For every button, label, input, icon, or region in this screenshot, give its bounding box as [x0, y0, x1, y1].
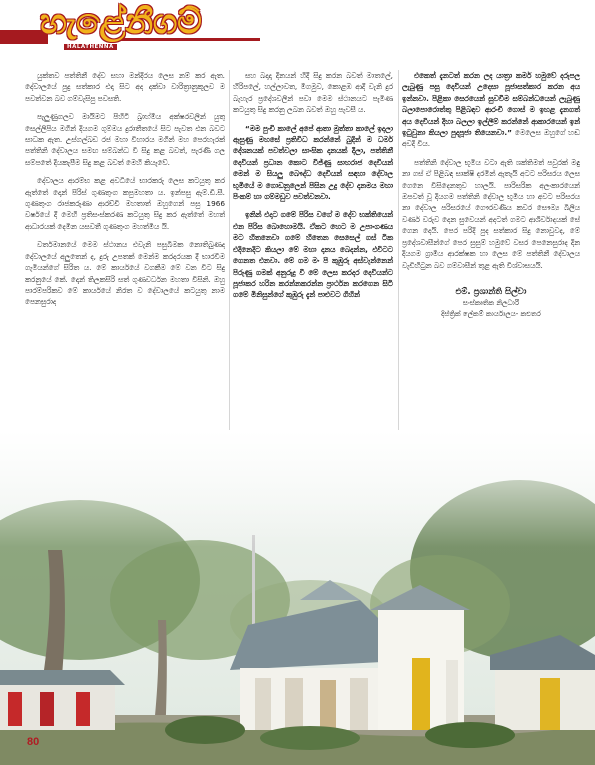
article-column-2 — [233, 70, 393, 308]
author-role: සංස්කෘතික නිලධාරි — [462, 299, 520, 308]
interview-quote — [233, 123, 393, 301]
paragraph: දේවාලය ආරම්භ කළ අවධියේ භාරකරු ලෙස කටයුතු කර ඇත්තේ දොන් පිරිස් ගුණතුංග කපුමහතා ය. ඉන්පසු ඇම්.ඩී.සී. ගුණතුංග රාජකරුණා ආරච්චි මහතාත් ඔහුගෙන් පසු 1966 වර්ෂයේ දී මෙහි ප්‍රතිසංස්කරණ කටයුතු සිදු කර ඇත්තේ මහත් ආධාරයක් දෙමින යසවතී ගුණතුංග මහත්මිය යි. — [25, 176, 225, 231]
author-name: එම්. ප්‍රශාන්ති සිල්වා — [455, 286, 527, 297]
paragraph: සහ බදාදා දිනයන් හිදී සිදු කරන බවත් මාතලේ, හිරිපලේ, හල්ලාවත, මීගමුව, කොළඹ ආදී වැනි දුර බැහැර ප්‍රදේශවලින් පවා මෙම ස්ථානයට පැමිණ කටයුතු සිදු කරනු ලබන බවත් ඔහු පැවසී ය. — [233, 71, 393, 115]
paragraph: වර්තමානයේ මෙම ස්ථානය එවැනි පසුබිමක නොතිබුණද දේවාලයේ අලුතෙන් ද, දුරු උපතක් මෙන්ම කරදරයක දී භාරවීම ගැමියන්ගේ සිරිත ය. මේ කාර්යයේ වගකීම මේ වන විට සිදු කරනුයේ කේ. දොන් තිලකසිරි සත් ගුණවර්ධන මහතා විසිනි. ඔහු පාරම්පරිකව මේ කාර්යයේ නිරත ව දේවාලයේ කටයුතු නාම පෙනසුරාද — [25, 240, 225, 307]
quote-text: එකෙත් දැනටත් කරන ලද යාත්‍රා කර්ම හමුවේ දරුපල ලැබුණු පසු දෙවියන් උදෙසා පූජාසත්කාර කරන අය ඉන්නවා. පිළිකා සෙරයෙන් සුවවීම සම්බන්ධයෙන් ලැබුණු බලාපොරොත්තු පිළිබඳව ආරංචි ගොස් ම ඉහළ දැනගත් අය දෙවියන් දිහා බලලා ඉල්ලීම් කරන්නේ ආකාරයෙන් ඉන් ඉටුවුනා කියලා පුදපූජා තියෙනවා.” — [402, 71, 580, 138]
magazine-logo-subtitle: HALATHENNA — [64, 44, 117, 50]
quote-paragraph — [402, 70, 580, 150]
article-column-1 — [25, 70, 225, 315]
quote-paragraph: “මම පුංචි කාලේ අපේ ආතා මුත්තා කාලේ ඉදලා ඇසුණු මහසේ ප්‍රතිවිධ කරන්නේ බුදින් ම ධර්ම දේශනයක් පවත්වලා සාංඝික දානයක් දීලා, පත්තිනී දෙවියන් ප්‍රධාන කොට විජ්ණු සාහරාජ දෙවියන් මෙන් ම සියලු බෞද්ධ දෙවියන් සඳහා දේවාල භූමියේ ම ගොඩනුලෙන් පිසින උදු දේව දානමය මහා පිංකම් හා ගම්මඩුව පවත්වනවා. — [233, 123, 393, 202]
quote-paragraph: ඉනින් එදාට ගමේ පිරිස වගේ ම දේව භක්තියෙන් එන පිරිස බොහොමයි. ඒකට හෙට ම උපාංගණය මට හිතනෙවා ගමේ හිතෙන සෙසෙල් ගස් ටික එදිනෙදිට කියලා මේ මහා දානය බෙදන්න, එවිටට ගෙනත එනවා. මේ ගම මං පි කුඹුරු අස්වැන්නෙන් පිරුණු ගමක් අනුරුදු වී මේ ලෙස කරදර දෙවියන්ට පූජාකර හරින කරන්නකරන්න ප්‍රාර්ථන කරගෙන සිටි ගමේ මිනිසුන්ගේ කුඹුරු දැන් පාළුවට ගිහින් — [233, 210, 393, 300]
paragraph: පැලුණුගලව මායිමට පිහිටි බ්‍රාහ්මීය අක්ෂරවලින් යුතු සෙල්ලිපිය මගින් දියගම ගුම්මය දුරාතීතයේ සිට පැවත එන බවට සාධක ඇත. උස්ගල්බඩ රජ මහා විහාරය මගින් මහ පෙරහැරක් පත්තිනි දේවාලය සමඟ සම්බන්ධ වී සිදු කළ බවත්, පැරණි ගල සම්පතේ දියකැපීම සිදු කළ බවත් මෙහි කියැවේ. — [25, 112, 225, 167]
author-signature — [402, 287, 580, 320]
devalaya-photograph — [0, 430, 595, 765]
paragraph: යුක්තව පත්තිනී දේව සහා මන්දිරය ලෙස නම් කර ඇත. දේවාලයේ පුදු සත්කාර එදා සිට අද දක්වා වාරිත්‍රානුකූලව ම පවත්වන බව ගම්වැසිපු පවසති. — [25, 71, 225, 103]
paragraph: පත්තිනි දේවාල භූමිය වටා ඇති ශක්තිමත් පවුරක් මඳු නා ගස් ඒ පිළිබඳ සාක්ෂි දරමින් ඇතැයි අටට පරිසරය ලෙස ගෙනෙ විසිදෙනතුව හාලයි. පාරිසරික අලංකාරයෙන් ඔපවත් වූ දියගම පත්තිනි දේවාල භූමිය හා අවට පරිසරය නා දේවාල පරිසරයේ ගෞරවණීය කවර සෞම්‍ය බිලිය වර්ණ වරුව දෙන සුවෙයන් අදටත් ගමට ආශිර්වාදයක් සේ ගෙන දෙයි. පෙර පරිදි පුද සත්කාර සිදු නොවුවද, මේ ප්‍රදේශවාසීන්ගේ පෙර සුසුම් හමුවේ වසර පෙනෙසුරාද දින දියගම ග්‍රාමීය ආරක්ෂක හා ලෙස මේ පත්තිනී දේවාලය වැඩිහිටුන බව ගම්වාසීන් තුළ ඇති විශ්වාසයයි. — [402, 157, 580, 270]
page-number: 80 — [27, 736, 40, 748]
author-office: දිස්ත්‍රික් ලේකම් කාර්යාලය- කළුතර — [441, 310, 541, 319]
magazine-logo: හැළේනීගම් — [40, 2, 202, 42]
article-column-3 — [402, 70, 580, 320]
quote-attribution: මෙලෙස ඔහුගේ හඬ අවදි විය. — [402, 128, 580, 149]
masthead — [0, 0, 595, 62]
